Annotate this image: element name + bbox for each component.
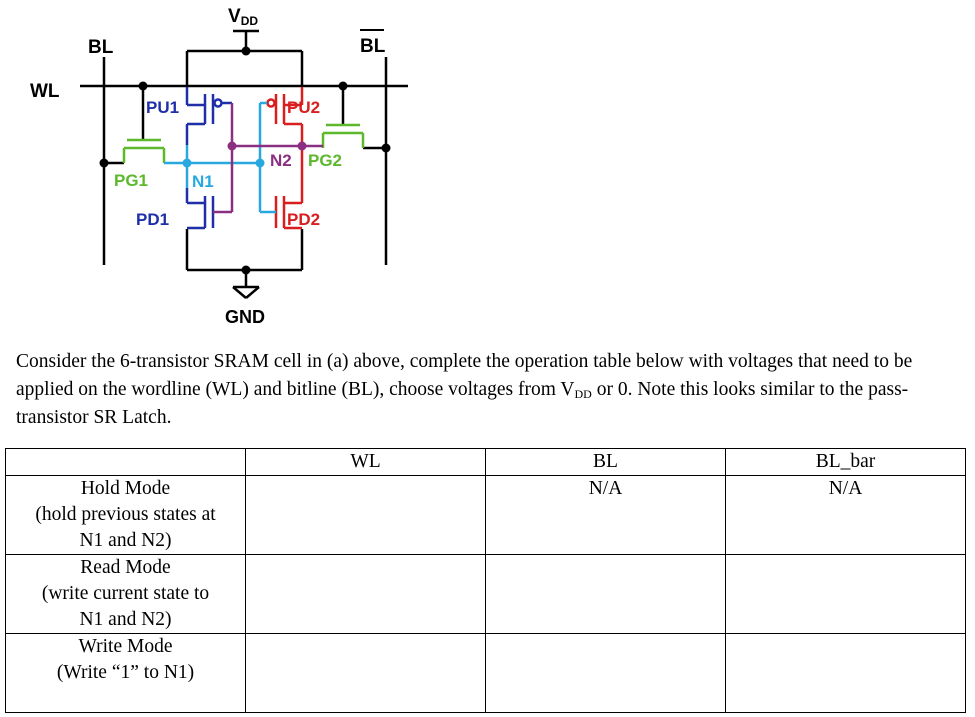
pg2-label: PG2 bbox=[308, 151, 343, 170]
row-label-line: Write Mode bbox=[78, 636, 173, 657]
row-label-write bbox=[6, 634, 246, 713]
pd1-label: PD1 bbox=[136, 210, 170, 229]
write-wl-cell[interactable] bbox=[246, 634, 486, 713]
pg1-transistor bbox=[124, 140, 164, 163]
hold-bl-cell[interactable]: N/A bbox=[486, 476, 726, 555]
wiring bbox=[80, 31, 408, 298]
table-header-row bbox=[6, 449, 966, 476]
write-bl-cell[interactable] bbox=[486, 634, 726, 713]
row-label-line: N1 and N2) bbox=[79, 530, 172, 551]
blbar-label: BL bbox=[360, 36, 386, 57]
row-label-read bbox=[6, 555, 246, 634]
question-text-part2: or 0. Note this looks similar to the pass-transistor SR Latch. bbox=[16, 379, 909, 428]
write-blbar-cell[interactable] bbox=[726, 634, 966, 713]
question-text-part1: Consider the 6-transistor SRAM cell in (a) above, complete the operation table below with voltages that need to be applied on the wordline (WL) and bitline (BL), choose voltages from V bbox=[16, 351, 913, 400]
question-vdd-subscript: DD bbox=[574, 387, 592, 401]
n2-label: N2 bbox=[270, 151, 292, 170]
row-label-line: (Write “1” to N1) bbox=[56, 662, 195, 683]
table-row-read bbox=[6, 555, 966, 634]
row-label-line: N1 and N2) bbox=[79, 609, 172, 630]
sram-6t-schematic bbox=[0, 0, 975, 340]
header-wl: WL bbox=[246, 449, 486, 476]
n1-node-wiring bbox=[164, 103, 276, 212]
gnd-label: GND bbox=[225, 307, 265, 327]
row-label-line: (write current state to bbox=[41, 583, 210, 604]
wl-label: WL bbox=[30, 81, 60, 102]
pg2-transistor bbox=[323, 125, 363, 148]
n2-node-wiring bbox=[213, 103, 323, 212]
table-row-write bbox=[6, 634, 966, 713]
operation-table bbox=[5, 448, 966, 713]
read-blbar-cell[interactable] bbox=[726, 555, 966, 634]
row-label-line: Read Mode bbox=[80, 557, 171, 578]
header-corner-cell bbox=[6, 449, 246, 476]
row-label-line: Hold Mode bbox=[80, 478, 171, 499]
table-row-hold bbox=[6, 476, 966, 555]
row-label-hold bbox=[6, 476, 246, 555]
junction-dots bbox=[100, 47, 391, 275]
vdd-label: VDD bbox=[228, 6, 259, 28]
pu2-label: PU2 bbox=[287, 98, 321, 117]
header-bl: BL bbox=[486, 449, 726, 476]
pd2-label: PD2 bbox=[287, 210, 321, 229]
read-bl-cell[interactable] bbox=[486, 555, 726, 634]
pd1-transistor bbox=[187, 188, 213, 228]
pu1-transistor bbox=[187, 87, 232, 145]
pu1-label: PU1 bbox=[146, 98, 180, 117]
row-label-line: (hold previous states at bbox=[35, 504, 216, 525]
hold-wl-cell[interactable] bbox=[246, 476, 486, 555]
pg1-label: PG1 bbox=[114, 171, 149, 190]
n1-label: N1 bbox=[192, 172, 214, 191]
header-blbar: BL_bar bbox=[726, 449, 966, 476]
question-text bbox=[16, 348, 971, 432]
hold-blbar-cell[interactable]: N/A bbox=[726, 476, 966, 555]
read-wl-cell[interactable] bbox=[246, 555, 486, 634]
bl-label: BL bbox=[88, 37, 114, 58]
